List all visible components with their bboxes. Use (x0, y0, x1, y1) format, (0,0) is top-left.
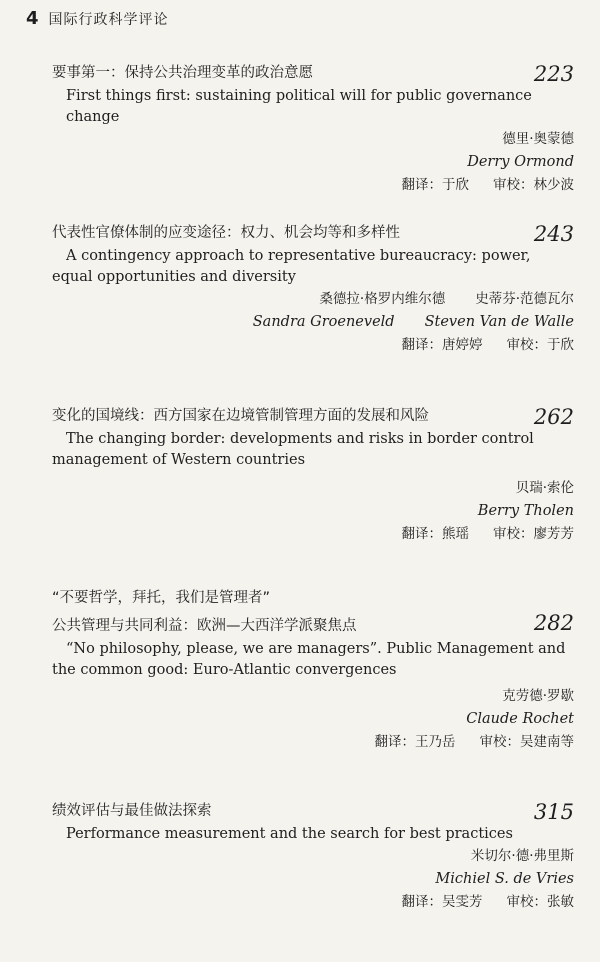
title-row (52, 611, 574, 637)
author-cn: 史蒂芬·范德瓦尔 (475, 291, 574, 307)
author-en: Steven Van de Walle (424, 314, 574, 330)
toc-entry (52, 800, 574, 914)
journal-title: 国际行政科学评论 (48, 12, 169, 28)
author-cn: 克劳德·罗歇 (502, 688, 574, 704)
chinese-title: 代表性官僚体制的应变途径：权力、机会均等和多样性 (52, 225, 400, 241)
credits (52, 891, 574, 914)
page-ref: 315 (533, 800, 574, 824)
page-ref: 223 (533, 62, 574, 86)
reviewer: 审校：吴建南等 (479, 734, 574, 750)
credits (52, 731, 574, 754)
authors-en (52, 311, 574, 334)
toc-entry (52, 62, 574, 197)
author-cn: 德里·奥蒙德 (502, 131, 574, 147)
authors-cn (52, 288, 574, 311)
reviewer: 审校：廖芳芳 (493, 526, 574, 542)
author-en: Sandra Groeneveld (252, 314, 395, 330)
english-title: First things first: sustaining political will for public governance change (66, 88, 532, 125)
translator: 翻译：吴雯芳 (401, 894, 483, 910)
page-ref: 243 (533, 222, 574, 246)
author-cn: 桑德拉·格罗内维尔德 (319, 291, 446, 307)
credits (52, 334, 574, 357)
reviewer: 审校：林少波 (493, 177, 574, 193)
toc-entry (52, 222, 574, 357)
author-en: Derry Ormond (467, 154, 574, 170)
page-number: 4 (26, 8, 39, 29)
toc-entry (52, 587, 574, 754)
toc-entry (52, 405, 574, 546)
author-cn: 贝瑞·索伦 (515, 480, 574, 496)
chinese-title: 要事第一：保持公共治理变革的政治意愿 (52, 65, 313, 81)
page-ref: 282 (533, 611, 574, 635)
english-title: Performance measurement and the search for best practices (66, 826, 513, 842)
chinese-title: 绩效评估与最佳做法探索 (52, 803, 212, 819)
english-title: “No philosophy, please, we are managers”. Public Management and the common good: Euro-Atlantic convergences (52, 641, 566, 678)
english-title: A contingency approach to representative bureaucracy: power, equal opportunities and diversity (52, 248, 531, 285)
chinese-title: 变化的国境线：西方国家在边境管制管理方面的发展和风险 (52, 408, 429, 424)
credits (52, 523, 574, 546)
english-title: The changing border: developments and risks in border control management of Western countries (52, 431, 534, 468)
reviewer: 审校：于欣 (506, 337, 574, 353)
chinese-title: 公共管理与共同利益：欧洲—大西洋学派聚焦点 (52, 618, 357, 634)
author-cn: 米切尔·德·弗里斯 (470, 848, 574, 864)
translator: 翻译：唐婷婷 (401, 337, 483, 353)
credits (52, 174, 574, 197)
author-en: Michiel S. de Vries (435, 871, 574, 887)
page-ref: 262 (533, 405, 574, 429)
chinese-title-line1: “不要哲学，拜托，我们是管理者” (52, 590, 271, 606)
translator: 翻译：熊瑶 (401, 526, 469, 542)
reviewer: 审校：张敏 (506, 894, 574, 910)
translator: 翻译：王乃岳 (374, 734, 456, 750)
author-en: Claude Rochet (466, 711, 574, 727)
page-header (26, 8, 169, 29)
author-en: Berry Tholen (477, 503, 574, 519)
translator: 翻译：于欣 (401, 177, 469, 193)
